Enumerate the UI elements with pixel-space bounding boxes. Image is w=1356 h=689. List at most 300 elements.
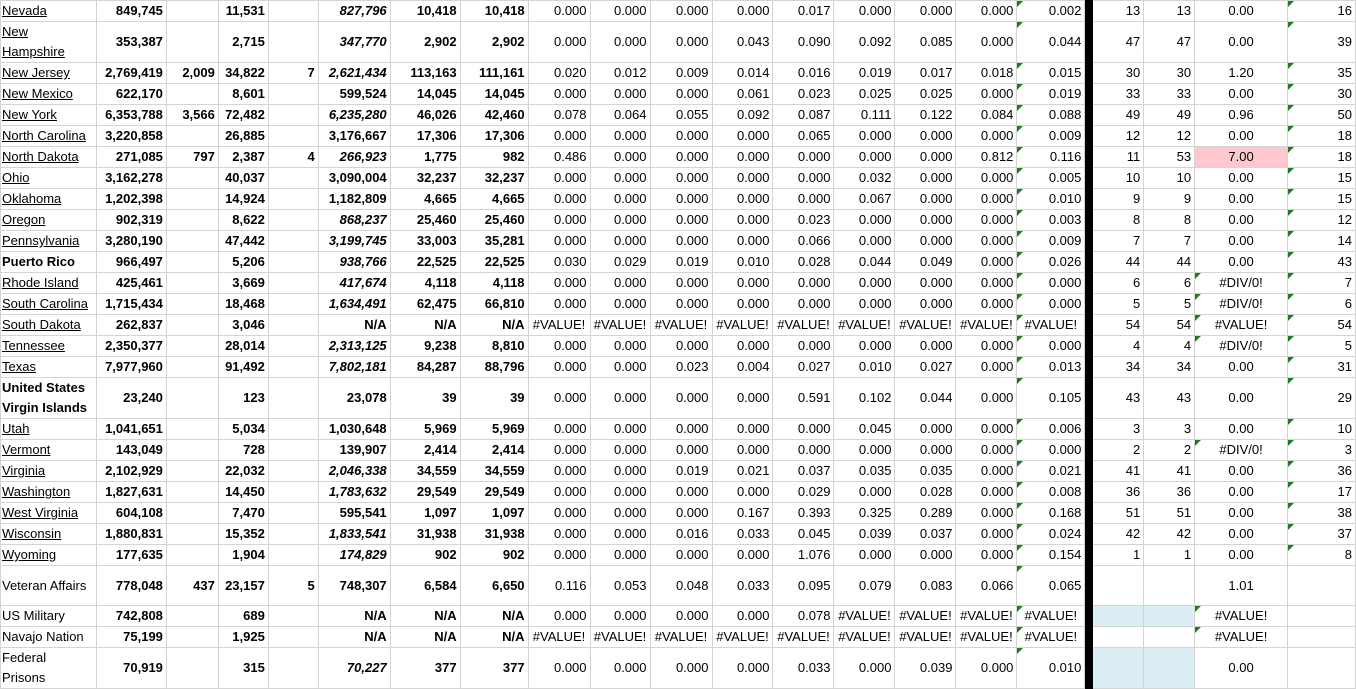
ratio-cell[interactable]: 0.066 <box>956 566 1017 606</box>
ratio-cell[interactable]: #VALUE! <box>834 627 895 648</box>
ratio-cell[interactable]: 0.000 <box>590 126 650 147</box>
value-cell[interactable]: 315 <box>218 648 268 689</box>
ratio-cell[interactable]: 0.000 <box>895 168 956 189</box>
ratio-cell[interactable]: 0.000 <box>528 273 590 294</box>
ratio-result-cell[interactable]: 0.00 <box>1195 378 1288 419</box>
ratio-cell[interactable]: 0.009 <box>650 63 712 84</box>
ratio-cell[interactable]: 0.000 <box>895 440 956 461</box>
rank-cell[interactable]: 4 <box>1093 336 1144 357</box>
ratio-cell[interactable]: 0.000 <box>590 168 650 189</box>
ratio-cell[interactable]: 0.066 <box>773 231 834 252</box>
ratio-cell[interactable]: 0.168 <box>1017 503 1085 524</box>
ratio-cell[interactable]: 0.000 <box>590 357 650 378</box>
value-cell[interactable]: 75,199 <box>96 627 166 648</box>
ratio-cell[interactable]: 0.010 <box>834 357 895 378</box>
ratio-cell[interactable]: 0.048 <box>650 566 712 606</box>
value-cell[interactable]: 15,352 <box>218 524 268 545</box>
ratio-cell[interactable]: 0.000 <box>712 482 773 503</box>
value-cell[interactable]: 23,240 <box>96 378 166 419</box>
value-cell[interactable] <box>268 105 318 126</box>
ratio-cell[interactable]: 0.000 <box>834 1 895 22</box>
ratio-cell[interactable]: 0.000 <box>528 84 590 105</box>
ratio-cell[interactable]: 0.000 <box>528 482 590 503</box>
ratio-cell[interactable]: 0.049 <box>895 252 956 273</box>
rank-cell[interactable]: 42 <box>1093 524 1144 545</box>
value-cell[interactable]: 3,669 <box>218 273 268 294</box>
ratio-cell[interactable]: 0.000 <box>834 231 895 252</box>
value-cell[interactable] <box>268 503 318 524</box>
value-cell[interactable]: 2,414 <box>390 440 460 461</box>
rank-cell[interactable]: 16 <box>1288 1 1356 22</box>
value-cell[interactable]: 70,919 <box>96 648 166 689</box>
ratio-cell[interactable]: 0.000 <box>650 294 712 315</box>
value-cell[interactable]: 7 <box>268 63 318 84</box>
ratio-cell[interactable]: 0.009 <box>1017 231 1085 252</box>
ratio-cell[interactable]: 0.037 <box>895 524 956 545</box>
rank-cell[interactable]: 9 <box>1144 189 1195 210</box>
ratio-cell[interactable]: 0.486 <box>528 147 590 168</box>
jurisdiction-hyperlink[interactable]: New Jersey <box>2 65 70 80</box>
ratio-cell[interactable]: 0.000 <box>895 231 956 252</box>
value-cell[interactable]: 1,827,631 <box>96 482 166 503</box>
value-cell[interactable]: 26,885 <box>218 126 268 147</box>
ratio-cell[interactable]: 0.025 <box>895 84 956 105</box>
ratio-cell[interactable]: 0.591 <box>773 378 834 419</box>
ratio-cell[interactable]: 0.000 <box>590 419 650 440</box>
ratio-cell[interactable]: 0.006 <box>1017 419 1085 440</box>
value-cell[interactable]: 1,925 <box>218 627 268 648</box>
ratio-cell[interactable]: 0.028 <box>773 252 834 273</box>
ratio-cell[interactable]: 0.000 <box>834 294 895 315</box>
rank-cell[interactable]: 33 <box>1144 84 1195 105</box>
ratio-cell[interactable]: 0.000 <box>528 294 590 315</box>
ratio-cell[interactable]: 0.000 <box>895 1 956 22</box>
rank-cell[interactable]: 17 <box>1288 482 1356 503</box>
value-cell[interactable]: 6,235,280 <box>318 105 390 126</box>
ratio-cell[interactable]: 0.167 <box>712 503 773 524</box>
jurisdiction-name-cell[interactable] <box>1 627 97 648</box>
ratio-result-cell[interactable]: 7.00 <box>1195 147 1288 168</box>
jurisdiction-hyperlink[interactable]: Texas <box>2 359 36 374</box>
state-link-cell[interactable] <box>1 231 97 252</box>
value-cell[interactable]: 29,549 <box>460 482 528 503</box>
ratio-cell[interactable]: 0.000 <box>650 482 712 503</box>
ratio-cell[interactable]: 0.000 <box>650 606 712 627</box>
jurisdiction-hyperlink[interactable]: Washington <box>2 484 71 499</box>
value-cell[interactable]: 8,622 <box>218 210 268 231</box>
rank-cell[interactable]: 49 <box>1093 105 1144 126</box>
value-cell[interactable]: N/A <box>460 606 528 627</box>
value-cell[interactable] <box>166 461 218 482</box>
ratio-cell[interactable]: 0.000 <box>650 273 712 294</box>
value-cell[interactable] <box>166 126 218 147</box>
value-cell[interactable] <box>268 606 318 627</box>
ratio-result-cell[interactable]: 0.00 <box>1195 419 1288 440</box>
ratio-cell[interactable]: 0.000 <box>834 648 895 689</box>
rank-cell[interactable] <box>1288 566 1356 606</box>
state-link-cell[interactable] <box>1 273 97 294</box>
value-cell[interactable]: 797 <box>166 147 218 168</box>
ratio-cell[interactable]: 0.028 <box>895 482 956 503</box>
ratio-cell[interactable]: 0.000 <box>528 503 590 524</box>
ratio-cell[interactable]: 0.000 <box>650 419 712 440</box>
value-cell[interactable]: 3,280,190 <box>96 231 166 252</box>
ratio-cell[interactable]: 0.000 <box>895 126 956 147</box>
ratio-cell[interactable]: 0.026 <box>1017 252 1085 273</box>
ratio-cell[interactable]: 0.010 <box>1017 648 1085 689</box>
ratio-result-cell[interactable]: 1.01 <box>1195 566 1288 606</box>
value-cell[interactable]: 34,559 <box>390 461 460 482</box>
ratio-cell[interactable]: 0.000 <box>1017 336 1085 357</box>
ratio-cell[interactable]: 0.000 <box>773 440 834 461</box>
value-cell[interactable]: 2,046,338 <box>318 461 390 482</box>
jurisdiction-hyperlink[interactable]: Rhode Island <box>2 275 79 290</box>
ratio-cell[interactable]: 0.000 <box>834 126 895 147</box>
value-cell[interactable] <box>268 1 318 22</box>
value-cell[interactable]: 4,118 <box>460 273 528 294</box>
jurisdiction-hyperlink[interactable]: Pennsylvania <box>2 233 80 248</box>
value-cell[interactable]: 425,461 <box>96 273 166 294</box>
rank-cell[interactable]: 18 <box>1288 126 1356 147</box>
ratio-cell[interactable]: 0.030 <box>528 252 590 273</box>
value-cell[interactable]: 39 <box>460 378 528 419</box>
value-cell[interactable]: 2,313,125 <box>318 336 390 357</box>
rank-cell[interactable]: 1 <box>1093 545 1144 566</box>
ratio-cell[interactable]: 0.000 <box>834 210 895 231</box>
value-cell[interactable]: 266,923 <box>318 147 390 168</box>
ratio-cell[interactable]: 0.005 <box>1017 168 1085 189</box>
ratio-cell[interactable]: 0.017 <box>773 1 834 22</box>
value-cell[interactable]: 5 <box>268 566 318 606</box>
value-cell[interactable]: 18,468 <box>218 294 268 315</box>
value-cell[interactable]: 377 <box>390 648 460 689</box>
ratio-cell[interactable]: 0.000 <box>895 294 956 315</box>
value-cell[interactable]: 748,307 <box>318 566 390 606</box>
value-cell[interactable]: 8,601 <box>218 84 268 105</box>
value-cell[interactable]: 599,524 <box>318 84 390 105</box>
ratio-cell[interactable]: 1.076 <box>773 545 834 566</box>
rank-cell[interactable]: 6 <box>1288 294 1356 315</box>
ratio-cell[interactable]: 0.032 <box>834 168 895 189</box>
ratio-cell[interactable]: 0.000 <box>956 503 1017 524</box>
value-cell[interactable]: 2,102,929 <box>96 461 166 482</box>
ratio-cell[interactable]: 0.000 <box>834 440 895 461</box>
value-cell[interactable]: 4,665 <box>390 189 460 210</box>
ratio-cell[interactable]: #VALUE! <box>590 315 650 336</box>
jurisdiction-name-cell[interactable] <box>1 606 97 627</box>
value-cell[interactable]: 5,034 <box>218 419 268 440</box>
value-cell[interactable] <box>166 22 218 63</box>
jurisdiction-hyperlink[interactable]: Utah <box>2 421 30 436</box>
ratio-cell[interactable]: 0.000 <box>590 84 650 105</box>
value-cell[interactable]: 7,802,181 <box>318 357 390 378</box>
value-cell[interactable] <box>166 503 218 524</box>
ratio-cell[interactable]: 0.000 <box>895 189 956 210</box>
ratio-cell[interactable]: 0.000 <box>956 482 1017 503</box>
value-cell[interactable]: 40,037 <box>218 168 268 189</box>
value-cell[interactable]: 113,163 <box>390 63 460 84</box>
value-cell[interactable]: 1,030,648 <box>318 419 390 440</box>
ratio-cell[interactable]: 0.000 <box>590 231 650 252</box>
rank-cell[interactable] <box>1093 627 1144 648</box>
jurisdiction-name-cell[interactable] <box>1 252 97 273</box>
value-cell[interactable]: 902,319 <box>96 210 166 231</box>
value-cell[interactable]: 62,475 <box>390 294 460 315</box>
value-cell[interactable]: 262,837 <box>96 315 166 336</box>
value-cell[interactable]: 4,665 <box>460 189 528 210</box>
ratio-cell[interactable]: 0.000 <box>956 84 1017 105</box>
ratio-result-cell[interactable]: #VALUE! <box>1195 627 1288 648</box>
jurisdiction-hyperlink[interactable]: Ohio <box>2 170 30 185</box>
value-cell[interactable]: 123 <box>218 378 268 419</box>
jurisdiction-name-cell[interactable] <box>1 648 97 689</box>
ratio-cell[interactable]: 0.016 <box>773 63 834 84</box>
ratio-cell[interactable]: 0.000 <box>650 168 712 189</box>
rank-cell[interactable] <box>1093 606 1144 627</box>
jurisdiction-name-cell[interactable] <box>1 378 97 419</box>
ratio-cell[interactable]: 0.002 <box>1017 1 1085 22</box>
rank-cell[interactable]: 14 <box>1288 231 1356 252</box>
value-cell[interactable] <box>268 273 318 294</box>
value-cell[interactable]: 3,176,667 <box>318 126 390 147</box>
ratio-cell[interactable]: 0.044 <box>834 252 895 273</box>
value-cell[interactable]: 1,634,491 <box>318 294 390 315</box>
value-cell[interactable]: 417,674 <box>318 273 390 294</box>
ratio-result-cell[interactable]: 0.00 <box>1195 168 1288 189</box>
state-link-cell[interactable] <box>1 503 97 524</box>
value-cell[interactable]: 5,969 <box>460 419 528 440</box>
ratio-cell[interactable]: 0.023 <box>773 210 834 231</box>
value-cell[interactable] <box>268 126 318 147</box>
rank-cell[interactable] <box>1288 627 1356 648</box>
rank-cell[interactable]: 15 <box>1288 168 1356 189</box>
ratio-cell[interactable]: 0.018 <box>956 63 1017 84</box>
ratio-cell[interactable]: 0.000 <box>528 545 590 566</box>
ratio-cell[interactable]: 0.000 <box>590 524 650 545</box>
value-cell[interactable]: 70,227 <box>318 648 390 689</box>
ratio-cell[interactable]: 0.000 <box>590 336 650 357</box>
value-cell[interactable]: N/A <box>318 606 390 627</box>
value-cell[interactable]: 938,766 <box>318 252 390 273</box>
ratio-cell[interactable]: 0.000 <box>590 147 650 168</box>
value-cell[interactable] <box>166 252 218 273</box>
ratio-cell[interactable]: 0.000 <box>956 440 1017 461</box>
value-cell[interactable]: 2,387 <box>218 147 268 168</box>
ratio-cell[interactable]: 0.325 <box>834 503 895 524</box>
ratio-cell[interactable]: 0.000 <box>528 648 590 689</box>
value-cell[interactable]: 46,026 <box>390 105 460 126</box>
rank-cell[interactable]: 43 <box>1093 378 1144 419</box>
value-cell[interactable]: 1,182,809 <box>318 189 390 210</box>
ratio-cell[interactable]: 0.000 <box>773 294 834 315</box>
ratio-cell[interactable]: 0.000 <box>650 231 712 252</box>
ratio-cell[interactable]: 0.019 <box>650 252 712 273</box>
value-cell[interactable]: 66,810 <box>460 294 528 315</box>
rank-cell[interactable] <box>1093 566 1144 606</box>
ratio-cell[interactable]: 0.000 <box>590 606 650 627</box>
ratio-result-cell[interactable]: 1.20 <box>1195 63 1288 84</box>
value-cell[interactable] <box>268 648 318 689</box>
rank-cell[interactable]: 30 <box>1144 63 1195 84</box>
value-cell[interactable] <box>268 22 318 63</box>
value-cell[interactable]: N/A <box>318 627 390 648</box>
ratio-cell[interactable]: #VALUE! <box>834 606 895 627</box>
value-cell[interactable] <box>166 84 218 105</box>
jurisdiction-hyperlink[interactable]: North Carolina <box>2 128 86 143</box>
value-cell[interactable] <box>166 168 218 189</box>
rank-cell[interactable] <box>1093 648 1144 689</box>
value-cell[interactable]: 29,549 <box>390 482 460 503</box>
ratio-cell[interactable]: #VALUE! <box>1017 315 1085 336</box>
ratio-cell[interactable]: 0.000 <box>528 419 590 440</box>
value-cell[interactable] <box>268 545 318 566</box>
rank-cell[interactable]: 12 <box>1144 126 1195 147</box>
ratio-cell[interactable]: 0.000 <box>956 210 1017 231</box>
ratio-cell[interactable]: 0.000 <box>956 22 1017 63</box>
value-cell[interactable] <box>166 189 218 210</box>
rank-cell[interactable]: 51 <box>1093 503 1144 524</box>
ratio-result-cell[interactable]: 0.00 <box>1195 126 1288 147</box>
ratio-cell[interactable]: 0.000 <box>712 189 773 210</box>
ratio-cell[interactable]: 0.033 <box>712 566 773 606</box>
ratio-cell[interactable]: 0.009 <box>1017 126 1085 147</box>
rank-cell[interactable]: 1 <box>1144 545 1195 566</box>
value-cell[interactable] <box>268 627 318 648</box>
value-cell[interactable] <box>268 461 318 482</box>
rank-cell[interactable]: 10 <box>1093 168 1144 189</box>
ratio-cell[interactable]: 0.000 <box>528 1 590 22</box>
ratio-cell[interactable]: 0.000 <box>528 378 590 419</box>
rank-cell[interactable]: 49 <box>1144 105 1195 126</box>
ratio-cell[interactable]: 0.000 <box>773 419 834 440</box>
ratio-cell[interactable]: 0.000 <box>956 648 1017 689</box>
rank-cell[interactable]: 54 <box>1288 315 1356 336</box>
ratio-cell[interactable]: 0.000 <box>956 336 1017 357</box>
value-cell[interactable] <box>166 627 218 648</box>
ratio-cell[interactable]: 0.083 <box>895 566 956 606</box>
rank-cell[interactable]: 6 <box>1093 273 1144 294</box>
ratio-cell[interactable]: 0.000 <box>650 147 712 168</box>
ratio-cell[interactable]: 0.000 <box>956 294 1017 315</box>
ratio-cell[interactable]: 0.044 <box>1017 22 1085 63</box>
value-cell[interactable]: 2,350,377 <box>96 336 166 357</box>
ratio-result-cell[interactable]: 0.00 <box>1195 503 1288 524</box>
ratio-cell[interactable]: 0.000 <box>590 440 650 461</box>
state-link-cell[interactable] <box>1 147 97 168</box>
ratio-result-cell[interactable]: 0.00 <box>1195 545 1288 566</box>
value-cell[interactable]: 2,715 <box>218 22 268 63</box>
ratio-cell[interactable]: 0.064 <box>590 105 650 126</box>
ratio-cell[interactable]: 0.000 <box>650 126 712 147</box>
rank-cell[interactable]: 36 <box>1288 461 1356 482</box>
ratio-cell[interactable]: 0.019 <box>650 461 712 482</box>
ratio-result-cell[interactable]: 0.00 <box>1195 189 1288 210</box>
ratio-cell[interactable]: 0.000 <box>590 545 650 566</box>
value-cell[interactable]: 7,977,960 <box>96 357 166 378</box>
ratio-cell[interactable]: 0.000 <box>650 210 712 231</box>
ratio-cell[interactable]: 0.000 <box>1017 294 1085 315</box>
rank-cell[interactable]: 31 <box>1288 357 1356 378</box>
ratio-cell[interactable]: 0.000 <box>528 357 590 378</box>
ratio-cell[interactable]: 0.084 <box>956 105 1017 126</box>
value-cell[interactable] <box>268 378 318 419</box>
ratio-cell[interactable]: 0.000 <box>650 648 712 689</box>
ratio-cell[interactable]: 0.000 <box>956 168 1017 189</box>
ratio-cell[interactable]: 0.000 <box>590 1 650 22</box>
ratio-cell[interactable]: 0.000 <box>895 273 956 294</box>
ratio-result-cell[interactable]: #VALUE! <box>1195 315 1288 336</box>
value-cell[interactable]: 742,808 <box>96 606 166 627</box>
jurisdiction-hyperlink[interactable]: New Hampshire <box>2 24 65 59</box>
rank-cell[interactable]: 7 <box>1144 231 1195 252</box>
rank-cell[interactable] <box>1144 606 1195 627</box>
rank-cell[interactable]: 5 <box>1288 336 1356 357</box>
ratio-cell[interactable]: 0.000 <box>712 606 773 627</box>
value-cell[interactable]: 902 <box>390 545 460 566</box>
value-cell[interactable] <box>166 378 218 419</box>
value-cell[interactable] <box>166 231 218 252</box>
state-link-cell[interactable] <box>1 545 97 566</box>
ratio-cell[interactable]: 0.095 <box>773 566 834 606</box>
ratio-cell[interactable]: 0.023 <box>650 357 712 378</box>
ratio-cell[interactable]: #VALUE! <box>773 315 834 336</box>
value-cell[interactable]: 3,199,745 <box>318 231 390 252</box>
ratio-cell[interactable]: 0.092 <box>712 105 773 126</box>
rank-cell[interactable]: 44 <box>1144 252 1195 273</box>
state-link-cell[interactable] <box>1 357 97 378</box>
state-link-cell[interactable] <box>1 315 97 336</box>
jurisdiction-hyperlink[interactable]: Virginia <box>2 463 46 478</box>
ratio-cell[interactable]: 0.024 <box>1017 524 1085 545</box>
rank-cell[interactable]: 13 <box>1093 1 1144 22</box>
value-cell[interactable]: 2,414 <box>460 440 528 461</box>
rank-cell[interactable]: 37 <box>1288 524 1356 545</box>
ratio-cell[interactable]: 0.000 <box>528 126 590 147</box>
value-cell[interactable]: 14,045 <box>460 84 528 105</box>
ratio-cell[interactable]: 0.045 <box>834 419 895 440</box>
ratio-cell[interactable]: 0.090 <box>773 22 834 63</box>
value-cell[interactable] <box>166 524 218 545</box>
ratio-cell[interactable]: #VALUE! <box>834 315 895 336</box>
ratio-cell[interactable]: 0.000 <box>712 545 773 566</box>
rank-cell[interactable]: 2 <box>1144 440 1195 461</box>
state-link-cell[interactable] <box>1 63 97 84</box>
jurisdiction-hyperlink[interactable]: Oklahoma <box>2 191 62 206</box>
value-cell[interactable]: 174,829 <box>318 545 390 566</box>
rank-cell[interactable]: 36 <box>1093 482 1144 503</box>
ratio-cell[interactable]: #VALUE! <box>1017 606 1085 627</box>
value-cell[interactable]: 4,118 <box>390 273 460 294</box>
rank-cell[interactable]: 9 <box>1093 189 1144 210</box>
value-cell[interactable]: 966,497 <box>96 252 166 273</box>
jurisdiction-hyperlink[interactable]: Tennessee <box>2 338 65 353</box>
value-cell[interactable]: 11,531 <box>218 1 268 22</box>
value-cell[interactable] <box>166 357 218 378</box>
ratio-cell[interactable]: 0.085 <box>895 22 956 63</box>
value-cell[interactable] <box>268 168 318 189</box>
ratio-cell[interactable]: 0.053 <box>590 566 650 606</box>
ratio-cell[interactable]: 0.000 <box>590 294 650 315</box>
ratio-result-cell[interactable]: 0.00 <box>1195 84 1288 105</box>
value-cell[interactable]: 31,938 <box>460 524 528 545</box>
ratio-cell[interactable]: 0.012 <box>590 63 650 84</box>
value-cell[interactable]: N/A <box>460 315 528 336</box>
ratio-cell[interactable]: 0.000 <box>528 168 590 189</box>
value-cell[interactable]: 902 <box>460 545 528 566</box>
value-cell[interactable] <box>268 252 318 273</box>
value-cell[interactable]: 10,418 <box>390 1 460 22</box>
ratio-cell[interactable]: 0.000 <box>650 545 712 566</box>
